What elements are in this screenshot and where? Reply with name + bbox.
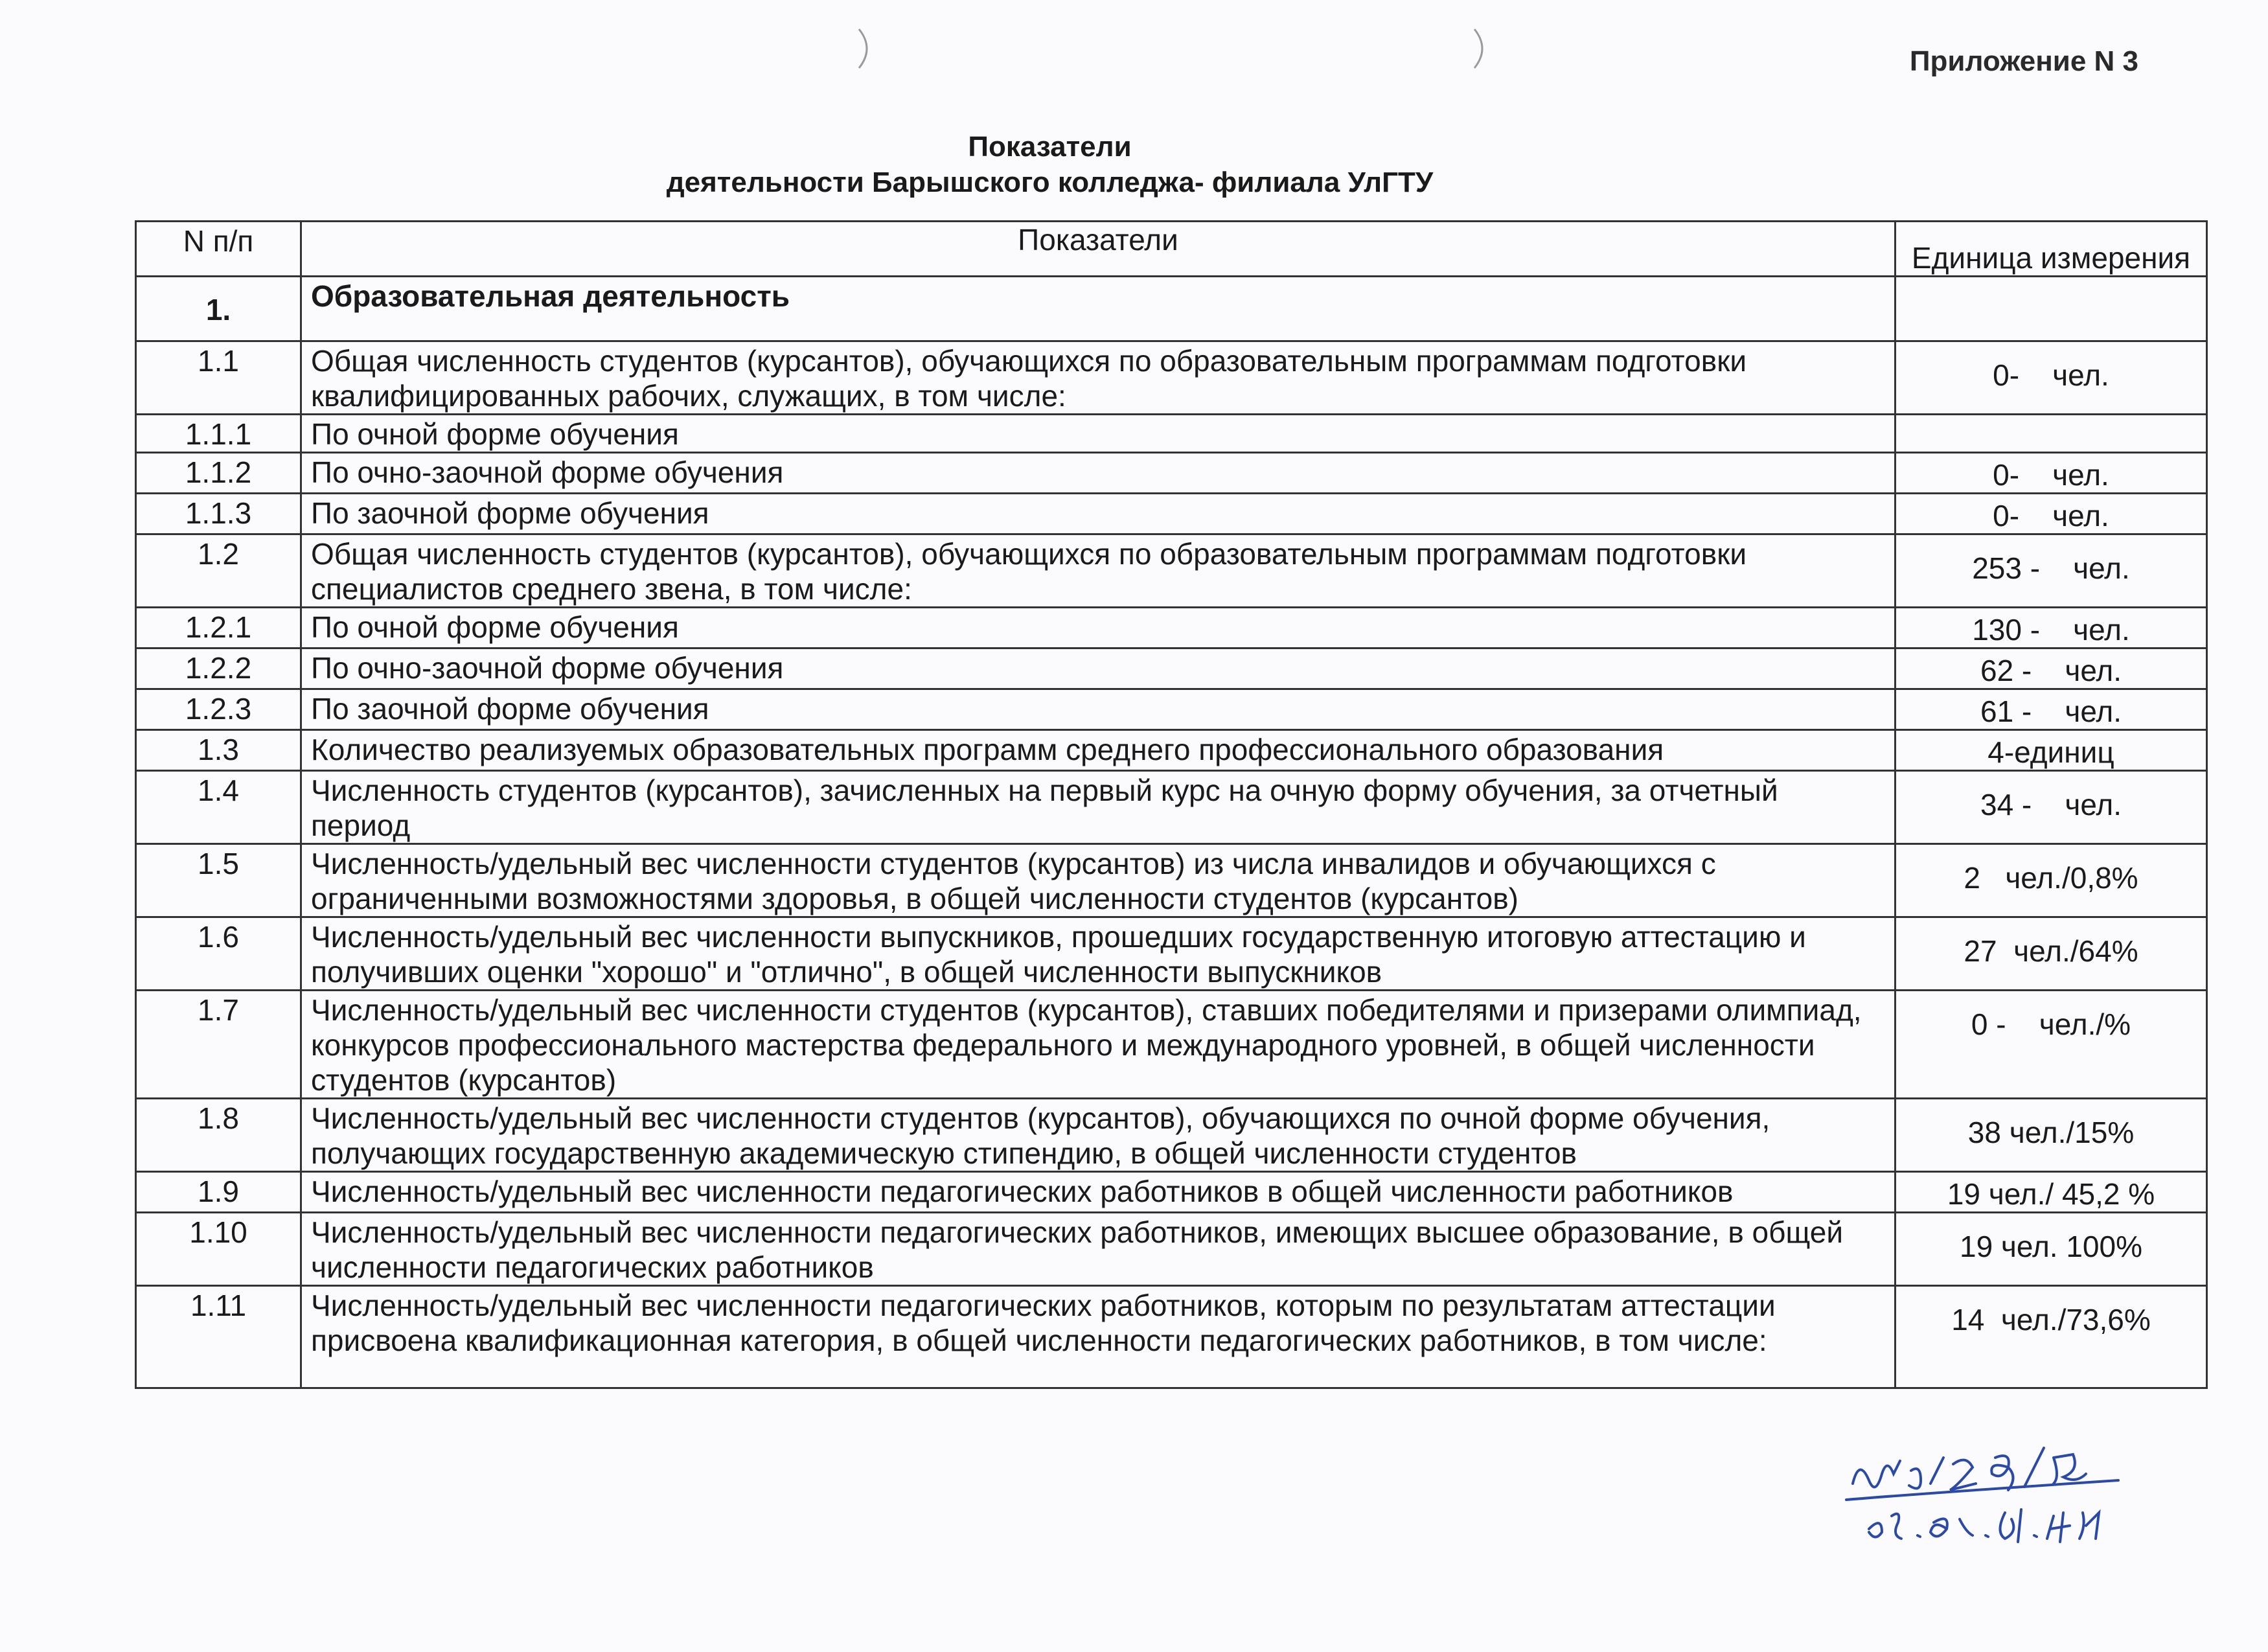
row-number: 1.8 [136, 1099, 301, 1172]
row-unit-value: 61 - чел. [1980, 694, 2122, 728]
row-indicator: По заочной форме обучения [301, 689, 1896, 730]
table-row [136, 1286, 2207, 1388]
row-unit-value: 0 - чел./% [1971, 1007, 2131, 1041]
table-row [136, 844, 2207, 917]
row-unit [1896, 730, 2207, 771]
row-unit [1896, 771, 2207, 844]
header-indicator [301, 222, 1896, 277]
table-row [136, 415, 2207, 453]
table-row [136, 648, 2207, 689]
row-unit [1896, 1172, 2207, 1213]
row-number: 1.1.2 [136, 453, 301, 494]
row-number: 1.11 [136, 1286, 301, 1388]
row-unit [1896, 608, 2207, 648]
row-unit-value: 2 чел./0,8% [1964, 861, 2138, 895]
row-number: 1.1.3 [136, 494, 301, 534]
row-indicator: Численность/удельный вес численности студентов (курсантов), обучающихся по очной форме обучения, получающих государственную академическую стипендию, в общей численности студентов [301, 1099, 1896, 1172]
row-indicator: Общая численность студентов (курсантов), обучающихся по образовательным программам подготовки специалистов среднего звена, в том числе: [301, 534, 1896, 608]
row-indicator: Численность/удельный вес численности педагогических работников в общей численности работников [301, 1172, 1896, 1213]
row-number: 1.10 [136, 1213, 301, 1286]
table-row [136, 991, 2207, 1099]
row-unit [1896, 689, 2207, 730]
row-unit-value: 0- чел. [1993, 458, 2109, 492]
appendix-label: Приложение N 3 [1909, 45, 2138, 77]
punch-hole-mark [1469, 26, 1495, 71]
row-unit [1896, 844, 2207, 917]
row-number: 1.1 [136, 341, 301, 415]
row-number: 1.6 [136, 917, 301, 991]
row-number: 1.4 [136, 771, 301, 844]
row-indicator: Количество реализуемых образовательных программ среднего профессионального образования [301, 730, 1896, 771]
row-number: 1.2.3 [136, 689, 301, 730]
row-unit [1896, 917, 2207, 991]
header-number: N п/п [136, 222, 301, 277]
row-unit-value: 19 чел./ 45,2 % [1947, 1177, 2155, 1211]
row-number: 1.2 [136, 534, 301, 608]
row-unit-value: 27 чел./64% [1964, 934, 2138, 968]
row-unit [1896, 415, 2207, 453]
row-unit [1896, 494, 2207, 534]
row-unit [1896, 277, 2207, 341]
table-row [136, 1213, 2207, 1286]
row-number: 1.5 [136, 844, 301, 917]
table-row [136, 689, 2207, 730]
indicators-table [135, 220, 2208, 1389]
row-indicator: Численность/удельный вес численности выпускников, прошедших государственную итоговую аттестацию и получивших оценки "хорошо" и "отлично", в общей численности выпускников [301, 917, 1896, 991]
row-unit [1896, 991, 2207, 1099]
row-unit [1896, 341, 2207, 415]
row-unit [1896, 534, 2207, 608]
row-unit-value: 0- чел. [1993, 358, 2109, 392]
row-unit [1896, 1286, 2207, 1388]
table-body [136, 277, 2207, 1388]
handwritten-note [1840, 1438, 2177, 1568]
row-unit-value: 38 чел./15% [1967, 1116, 2135, 1149]
row-unit [1896, 1213, 2207, 1286]
row-indicator: Численность/удельный вес численности студентов (курсантов) из числа инвалидов и обучающихся с ограниченными возможностями здоровья, в общей численности студентов (курсантов) [301, 844, 1896, 917]
table-row [136, 341, 2207, 415]
row-number: 1.2.2 [136, 648, 301, 689]
row-unit-value: 130 - чел. [1972, 613, 2130, 647]
row-indicator: Численность/удельный вес численности студентов (курсантов), ставших победителями и призерами олимпиад, конкурсов профессионального мастерства федерального и международного уровней, в общей численности студентов (курсантов) [301, 991, 1896, 1099]
row-unit-value: 19 чел. 100% [1959, 1230, 2143, 1263]
table-row [136, 608, 2207, 648]
row-indicator: Численность/удельный вес численности педагогических работников, имеющих высшее образование, в общей численности педагогических работников [301, 1213, 1896, 1286]
punch-hole-mark [854, 26, 880, 71]
table-row [136, 277, 2207, 341]
row-indicator: По заочной форме обучения [301, 494, 1896, 534]
table-row [136, 453, 2207, 494]
row-unit [1896, 1099, 2207, 1172]
row-unit [1896, 453, 2207, 494]
row-unit-value: 0- чел. [1993, 499, 2109, 533]
row-unit-value: 34 - чел. [1980, 788, 2122, 821]
row-indicator: Общая численность студентов (курсантов), обучающихся по образовательным программам подготовки квалифицированных рабочих, служащих, в том числе: [301, 341, 1896, 415]
table-row [136, 730, 2207, 771]
row-number: 1. [136, 277, 301, 341]
row-unit-value: 14 чел./73,6% [1951, 1303, 2151, 1337]
table-row [136, 917, 2207, 991]
row-indicator: Численность/удельный вес численности педагогических работников, которым по результатам аттестации присвоена квалификационная категория, в общей численности педагогических работников, в том числе: [301, 1286, 1896, 1388]
row-indicator: По очной форме обучения [301, 415, 1896, 453]
row-indicator: По очно-заочной форме обучения [301, 453, 1896, 494]
table-row [136, 534, 2207, 608]
row-unit-value: 253 - чел. [1972, 551, 2130, 585]
row-indicator: По очно-заочной форме обучения [301, 648, 1896, 689]
row-unit-value: 62 - чел. [1980, 654, 2122, 687]
header-unit-label: Единица измерения [1911, 241, 2191, 275]
table-header-row [136, 222, 2207, 277]
header-unit [1896, 222, 2207, 277]
row-number: 1.1.1 [136, 415, 301, 453]
row-indicator: По очной форме обучения [301, 608, 1896, 648]
row-number: 1.2.1 [136, 608, 301, 648]
row-indicator: Образовательная деятельность [301, 277, 1896, 341]
page-title: Показатели [968, 131, 1132, 163]
table-row [136, 771, 2207, 844]
table-row [136, 1172, 2207, 1213]
row-unit-value: 4-единиц [1987, 735, 2114, 769]
table-row [136, 494, 2207, 534]
row-number: 1.3 [136, 730, 301, 771]
row-number: 1.7 [136, 991, 301, 1099]
page-subtitle: деятельности Барышского колледжа- филиала УлГТУ [666, 166, 1434, 198]
header-indicator-label: Показатели [1018, 223, 1178, 257]
row-number: 1.9 [136, 1172, 301, 1213]
row-unit [1896, 648, 2207, 689]
row-indicator: Численность студентов (курсантов), зачисленных на первый курс на очную форму обучения, за отчетный период [301, 771, 1896, 844]
table-row [136, 1099, 2207, 1172]
